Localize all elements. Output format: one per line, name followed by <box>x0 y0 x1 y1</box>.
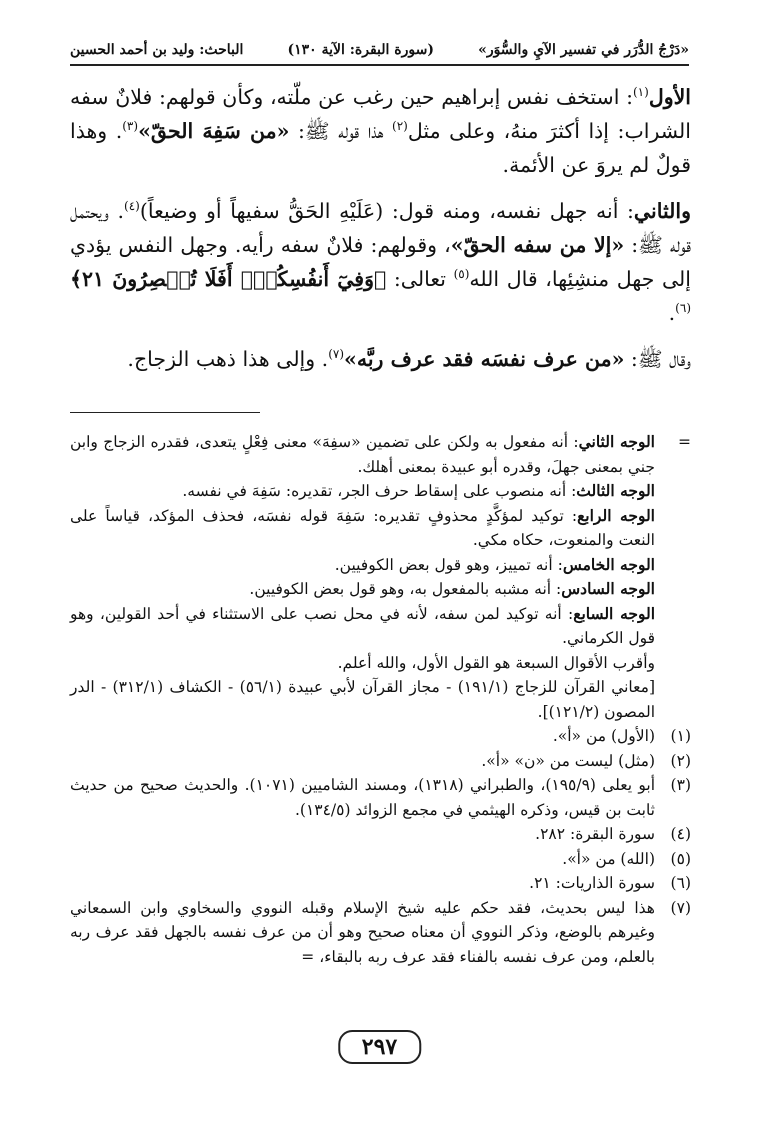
footnote-ref-1: (١) <box>632 85 649 100</box>
wajh-6 <box>70 577 655 602</box>
text: هذا قوله ﷺ: <box>289 119 393 143</box>
paragraph-second-opinion <box>70 194 691 330</box>
label-first: الأول <box>648 85 691 109</box>
footnote-item <box>70 773 691 822</box>
footnote-ref-5: (٥) <box>453 267 470 282</box>
footnote-text: أبو يعلى (١٩٥/٩)، والطبراني (١٣١٨)، ومسند الشاميين (١٠٧١). والحديث صحيح من حديث ثابت بن قيس، وذكره الهيثمي في مجمع الزوائد (١٣٤/٥). <box>70 776 656 819</box>
footnote-text: (الأول) من «أ». <box>552 727 655 745</box>
footnote-number: (٢) <box>670 751 691 770</box>
header-researcher: الباحث: وليد بن أحمد الحسين <box>70 42 244 58</box>
text: . ويحتمل قوله ﷺ: <box>70 199 691 257</box>
footnote-ref-3: (٣) <box>122 119 139 134</box>
footnote-item <box>70 847 691 872</box>
hadith-quote: «إلا من سفه الحقّ» <box>450 233 625 257</box>
text: ، وقولهم: فلانٌ سفه رأيه. وجهل النفس يؤدي إلى جهل منشِئِها، قال الله <box>70 233 691 291</box>
footnote-item <box>70 822 691 847</box>
text: . وهذا قولٌ لم يروَ عن الأئمة. <box>70 119 691 177</box>
footnote-number: (١) <box>670 727 691 745</box>
wajh-3 <box>70 479 655 504</box>
footnote-text: (مثل) ليست من «ن» «أ». <box>481 751 655 770</box>
continuation-marker: = <box>678 433 691 451</box>
main-text <box>70 80 691 388</box>
footnote-text: (الله) من «أ». <box>562 849 655 868</box>
paragraph-hadith <box>70 342 691 376</box>
footnote-text: هذا ليس بحديث، فقد حكم عليه شيخ الإسلام وقبله النووي والسخاوي وابن السمعاني وغيرهم بالوضع، وذكر النووي أن معناه صحيح وهو أن من عرف نفسه بالجهل فقد عرف ربه بالعلم، ومن عرف نفسه بالفناء فقد عرف ربه بالبقاء، = <box>70 898 655 966</box>
header-verse-location: (سورة البقرة: الآية ١٣٠) <box>287 42 434 58</box>
wajh-text: : أنه تمييز، وهو قول بعض الكوفيين. <box>334 555 563 574</box>
wajh-label: الوجه الخامس <box>562 554 655 574</box>
header-rule <box>70 64 689 66</box>
header-book-title: «دَرْجُ الدُّرَر في تفسير الآيِ والسُّوَر» <box>478 42 689 58</box>
footnote-text: سورة البقرة: ٢٨٢. <box>535 825 655 843</box>
footnote-ref-4: (٤) <box>124 199 140 214</box>
wajh-text: : أنه مشبه بالمفعول به، وهو قول بعض الكوفيين. <box>249 580 562 598</box>
text: . <box>668 301 676 325</box>
footnote-item <box>70 871 691 896</box>
wajh-7 <box>70 602 655 651</box>
text: : استخف نفس إبراهيم حين رغب عن ملّته، وكأن قولهم: فلانٌ سفه الشراب: إذا أكثرَ منهُ، وعلى مثل <box>70 85 691 143</box>
wajh-label: الوجه الثالث <box>576 481 655 500</box>
continued-note <box>70 430 691 724</box>
footnote-number: (٥) <box>670 849 691 868</box>
footnote-ref-6: (٦) <box>675 301 691 316</box>
hadith-quote: «من عرف نفسَه فقد عرف ربَّه» <box>344 347 625 371</box>
closest-opinion: وأقرب الأقوال السبعة هو القول الأول، والله أعلم. <box>337 653 655 672</box>
footnote-ref-2: (٢) <box>392 119 408 134</box>
wajh-label: الوجه السادس <box>561 579 655 598</box>
footnote-item <box>70 749 691 774</box>
quran-verse: ﴿وَفِيٓ أَنفُسِكُمْۚ أَفَلَا تُبۡصِرُونَ ٢١﴾ <box>70 267 387 291</box>
wajh-label: الوجه الرابع <box>577 505 655 525</box>
footnote-item <box>70 724 691 749</box>
footnote-ref-7: (٧) <box>328 347 345 362</box>
label-second: والثاني <box>633 199 691 223</box>
wajh-label: الوجه الثاني <box>578 432 655 451</box>
footnote-divider <box>70 412 260 413</box>
page-number: ٢٩٧ <box>338 1030 421 1064</box>
running-header <box>70 36 689 64</box>
wajh-text: : أنه مفعول به ولكن على تضمين «سفِهَ» معنى فِعْلٍ يتعدى، فقدره الزجاج وابن جني بمعنى جهلَ، وقدره أبو عبيدة بمعنى أهلك. <box>70 433 655 476</box>
footnote-item <box>70 896 691 970</box>
wajh-text: : توكيد لمؤكَّدٍ محذوفٍ تقديره: سَفِهَ قوله نفسَه، فحذف المؤكد، قياساً على النعت والمنعوت، حكاه مكي. <box>70 506 655 549</box>
footnote-number: (٧) <box>670 898 691 917</box>
paragraph-first-opinion <box>70 80 691 182</box>
hadith-quote: «من سَفِهَ الحقّ» <box>138 119 290 143</box>
footnote-number: (٦) <box>670 874 691 892</box>
wajh-label: الوجه السابع <box>573 603 656 623</box>
wajh-text: : أنه منصوب على إسقاط حرف الجر، تقديره: سَفِهَ في نفسه. <box>182 482 577 500</box>
text: تعالى: <box>386 267 454 291</box>
references: [معاني القرآن للزجاج (١٩١/١) - مجاز القرآن لأبي عبيدة (٥٦/١) - الكشاف (٣١٢/١) - الدر المصون (١٢١/٢)]. <box>70 678 655 721</box>
wajh-5 <box>70 553 655 578</box>
wajh-2 <box>70 430 655 479</box>
wajh-4 <box>70 504 655 553</box>
text: : أنه جهل نفسه، ومنه قول: (عَلَيْهِ الحَقُّ سفيهاً أو وضيعاً) <box>139 199 634 223</box>
footnotes <box>70 430 691 969</box>
text: وقال ﷺ: <box>624 347 691 371</box>
footnote-text: سورة الذاريات: ٢١. <box>529 874 655 892</box>
wajh-text: : أنه توكيد لمن سفه، لأنه في محل نصب على الاستثناء في أحد القولين، وهو قول الكرماني. <box>70 604 655 647</box>
footnote-number: (٤) <box>670 825 691 843</box>
footnote-number: (٣) <box>670 776 691 794</box>
text: . وإلى هذا ذهب الزجاج. <box>127 347 329 371</box>
